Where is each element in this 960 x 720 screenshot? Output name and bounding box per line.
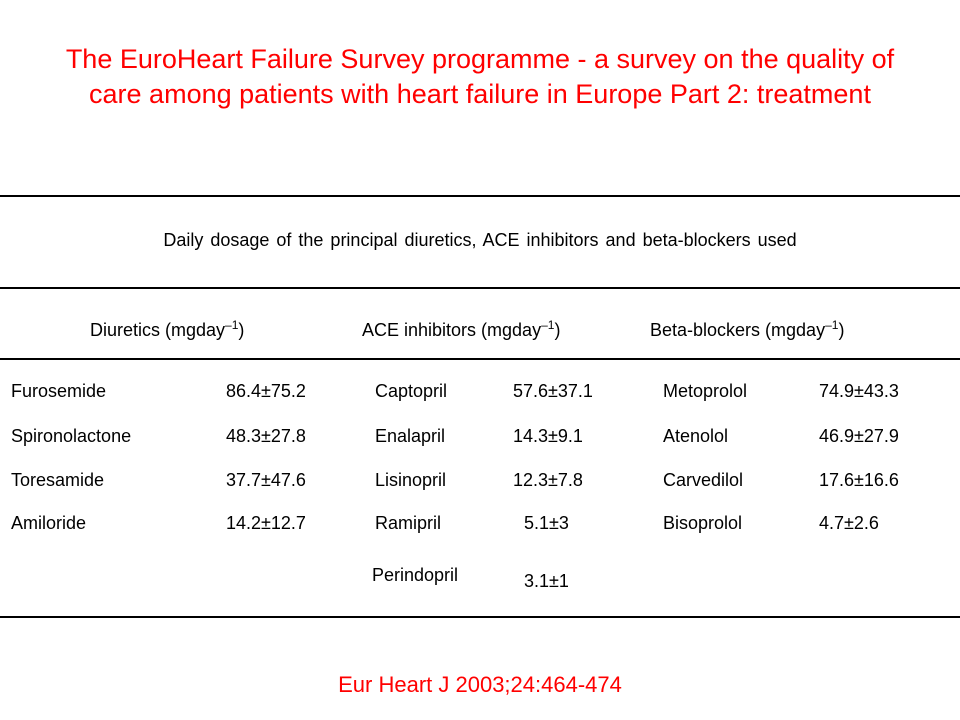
diuretic-drug: Spironolactone — [11, 426, 132, 446]
diuretic-dose: 14.2±12.7 — [226, 513, 306, 533]
beta-blocker-dose: 74.9±43.3 — [819, 381, 899, 401]
beta-blocker-drug: Carvedilol — [663, 470, 744, 490]
beta-blocker-drug: Bisoprolol — [663, 513, 743, 533]
ace-inhibitor-dose: 3.1±1 — [524, 571, 569, 591]
beta-blocker-dose: 46.9±27.9 — [819, 426, 899, 446]
diuretic-dose: 48.3±27.8 — [226, 426, 306, 446]
ace-inhibitor-drug: Ramipril — [375, 513, 442, 533]
beta-blockers-header: Beta-blockers (mgday$^{-1}$) — [650, 318, 845, 340]
ace-inhibitor-dose: 14.3±9.1 — [513, 426, 583, 446]
ace-inhibitor-drug: Perindopril — [372, 565, 459, 585]
ace-inhibitor-dose: 5.1±3 — [524, 513, 569, 533]
ace-inhibitor-dose: 57.6±37.1 — [513, 381, 593, 401]
divider-header — [0, 287, 960, 289]
divider-top — [0, 195, 960, 197]
ace-inhibitors-header: ACE inhibitors (mgday$^{-1}$) — [362, 318, 561, 340]
diuretic-drug: Furosemide — [11, 381, 107, 401]
beta-blocker-drug: Metoprolol — [663, 381, 748, 401]
ace-inhibitor-dose: 12.3±7.8 — [513, 470, 583, 490]
divider-bottom — [0, 616, 960, 618]
beta-blocker-dose: 4.7±2.6 — [819, 513, 879, 533]
ace-inhibitor-drug: Captopril — [375, 381, 448, 401]
divider-body — [0, 358, 960, 360]
citation: Eur Heart J 2003;24:464-474 — [338, 672, 622, 697]
diuretic-dose: 37.7±47.6 — [226, 470, 306, 490]
beta-blocker-drug: Atenolol — [663, 426, 729, 446]
ace-inhibitor-drug: Lisinopril — [375, 470, 447, 490]
diuretic-dose: 86.4±75.2 — [226, 381, 306, 401]
diuretic-drug: Toresamide — [11, 470, 105, 490]
slide-title: The EuroHeart Failure Survey programme - a survey on the quality of care among patients with heart failure in Europe Part 2: treatment — [65, 44, 895, 109]
beta-blocker-dose: 17.6±16.6 — [819, 470, 899, 490]
diuretics-header: Diuretics (mgday$^{-1}$) — [90, 318, 245, 340]
ace-inhibitor-drug: Enalapril — [375, 426, 446, 446]
diuretic-drug: Amiloride — [11, 513, 87, 533]
table-caption: Daily dosage of the principal diuretics, ACE inhibitors and beta-blockers used — [163, 230, 797, 250]
